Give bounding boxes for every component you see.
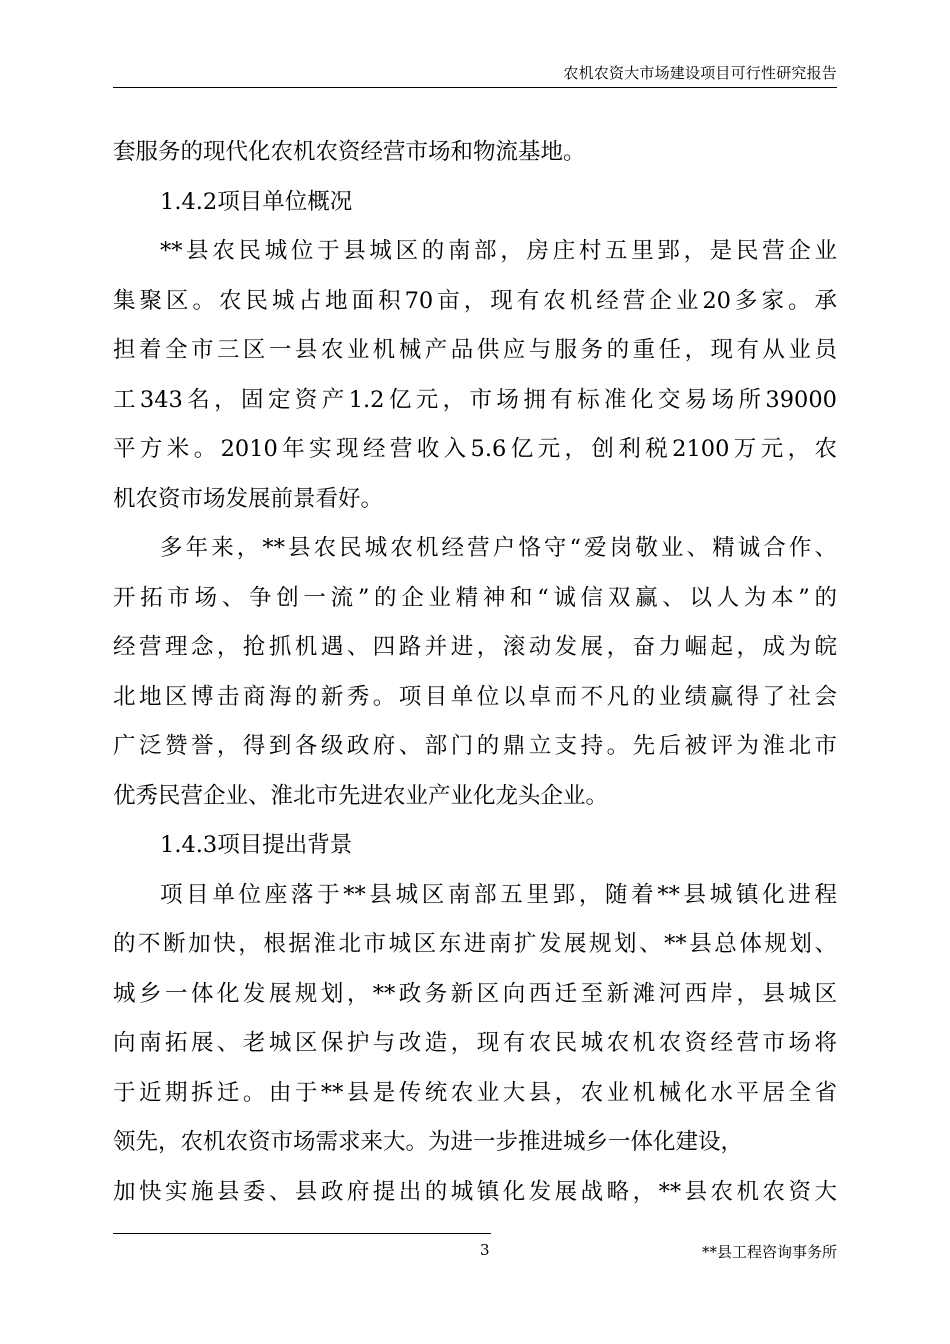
- paragraph-line: 机农资市场发展前景看好。: [113, 485, 384, 512]
- paragraph-line: 工343名，固定资产1.2亿元，市场拥有标准化交易场所39000: [113, 386, 837, 413]
- paragraph-line: 北地区博击商海的新秀。项目单位以卓而不凡的业绩赢得了社会: [113, 683, 837, 710]
- document-body: [113, 128, 837, 1217]
- paragraph-line: 套服务的现代化农机农资经营市场和物流基地。: [113, 139, 586, 165]
- paragraph-line: 项目单位座落于**县城区南部五里郢，随着**县城镇化进程: [160, 881, 837, 908]
- paragraph-line: 领先，农机农资市场需求来大。为进一步推进城乡一体化建设，: [113, 1129, 744, 1155]
- footer-divider: [113, 1233, 491, 1234]
- paragraph-line: 担着全市三区一县农业机械产品供应与服务的重任，现有从业员: [113, 337, 837, 363]
- paragraph-line: **县农民城位于县城区的南部，房庄村五里郢，是民营企业: [160, 238, 837, 264]
- paragraph-line: 多年来，**县农民城农机经营户恪守“爱岗敬业、精诚合作、: [160, 535, 837, 561]
- paragraph-line: 经营理念，抢抓机遇、四路并进，滚动发展，奋力崛起，成为皖: [113, 634, 837, 660]
- paragraph-line: 开拓市场、争创一流”的企业精神和“诚信双赢、以人为本”的: [113, 584, 837, 611]
- paragraph-line: 的不断加快，根据淮北市城区东进南扩发展规划、**县总体规划、: [113, 931, 837, 957]
- paragraph-line: 优秀民营企业、淮北市先进农业产业化龙头企业。: [113, 782, 609, 809]
- section-heading-1-4-3: 1.4.3项目提出背景: [160, 832, 353, 858]
- header-divider: [113, 87, 837, 88]
- paragraph-line: 向南拓展、老城区保护与改造，现有农民城农机农资经营市场将: [113, 1030, 837, 1056]
- paragraph-line: 城乡一体化发展规划，**政务新区向西迁至新滩河西岸，县城区: [113, 980, 837, 1007]
- section-heading-1-4-2: 1.4.2项目单位概况: [160, 188, 353, 215]
- paragraph-line: 平方米。2010年实现经营收入5.6亿元，创利税2100万元，农: [113, 436, 837, 462]
- paragraph-line: 于近期拆迁。由于**县是传统农业大县，农业机械化水平居全省: [113, 1079, 837, 1106]
- page-header-title: 农机农资大市场建设项目可行性研究报告: [563, 64, 837, 82]
- paragraph-line: 集聚区。农民城占地面积70亩，现有农机经营企业20多家。承: [113, 287, 837, 314]
- paragraph-line: 广泛赞誉，得到各级政府、部门的鼎立支持。先后被评为淮北市: [113, 733, 837, 759]
- page-number: 3: [480, 1241, 490, 1259]
- paragraph-line: 加快实施县委、县政府提出的城镇化发展战略，**县农机农资大: [113, 1178, 837, 1205]
- footer-organization: **县工程咨询事务所: [701, 1243, 837, 1261]
